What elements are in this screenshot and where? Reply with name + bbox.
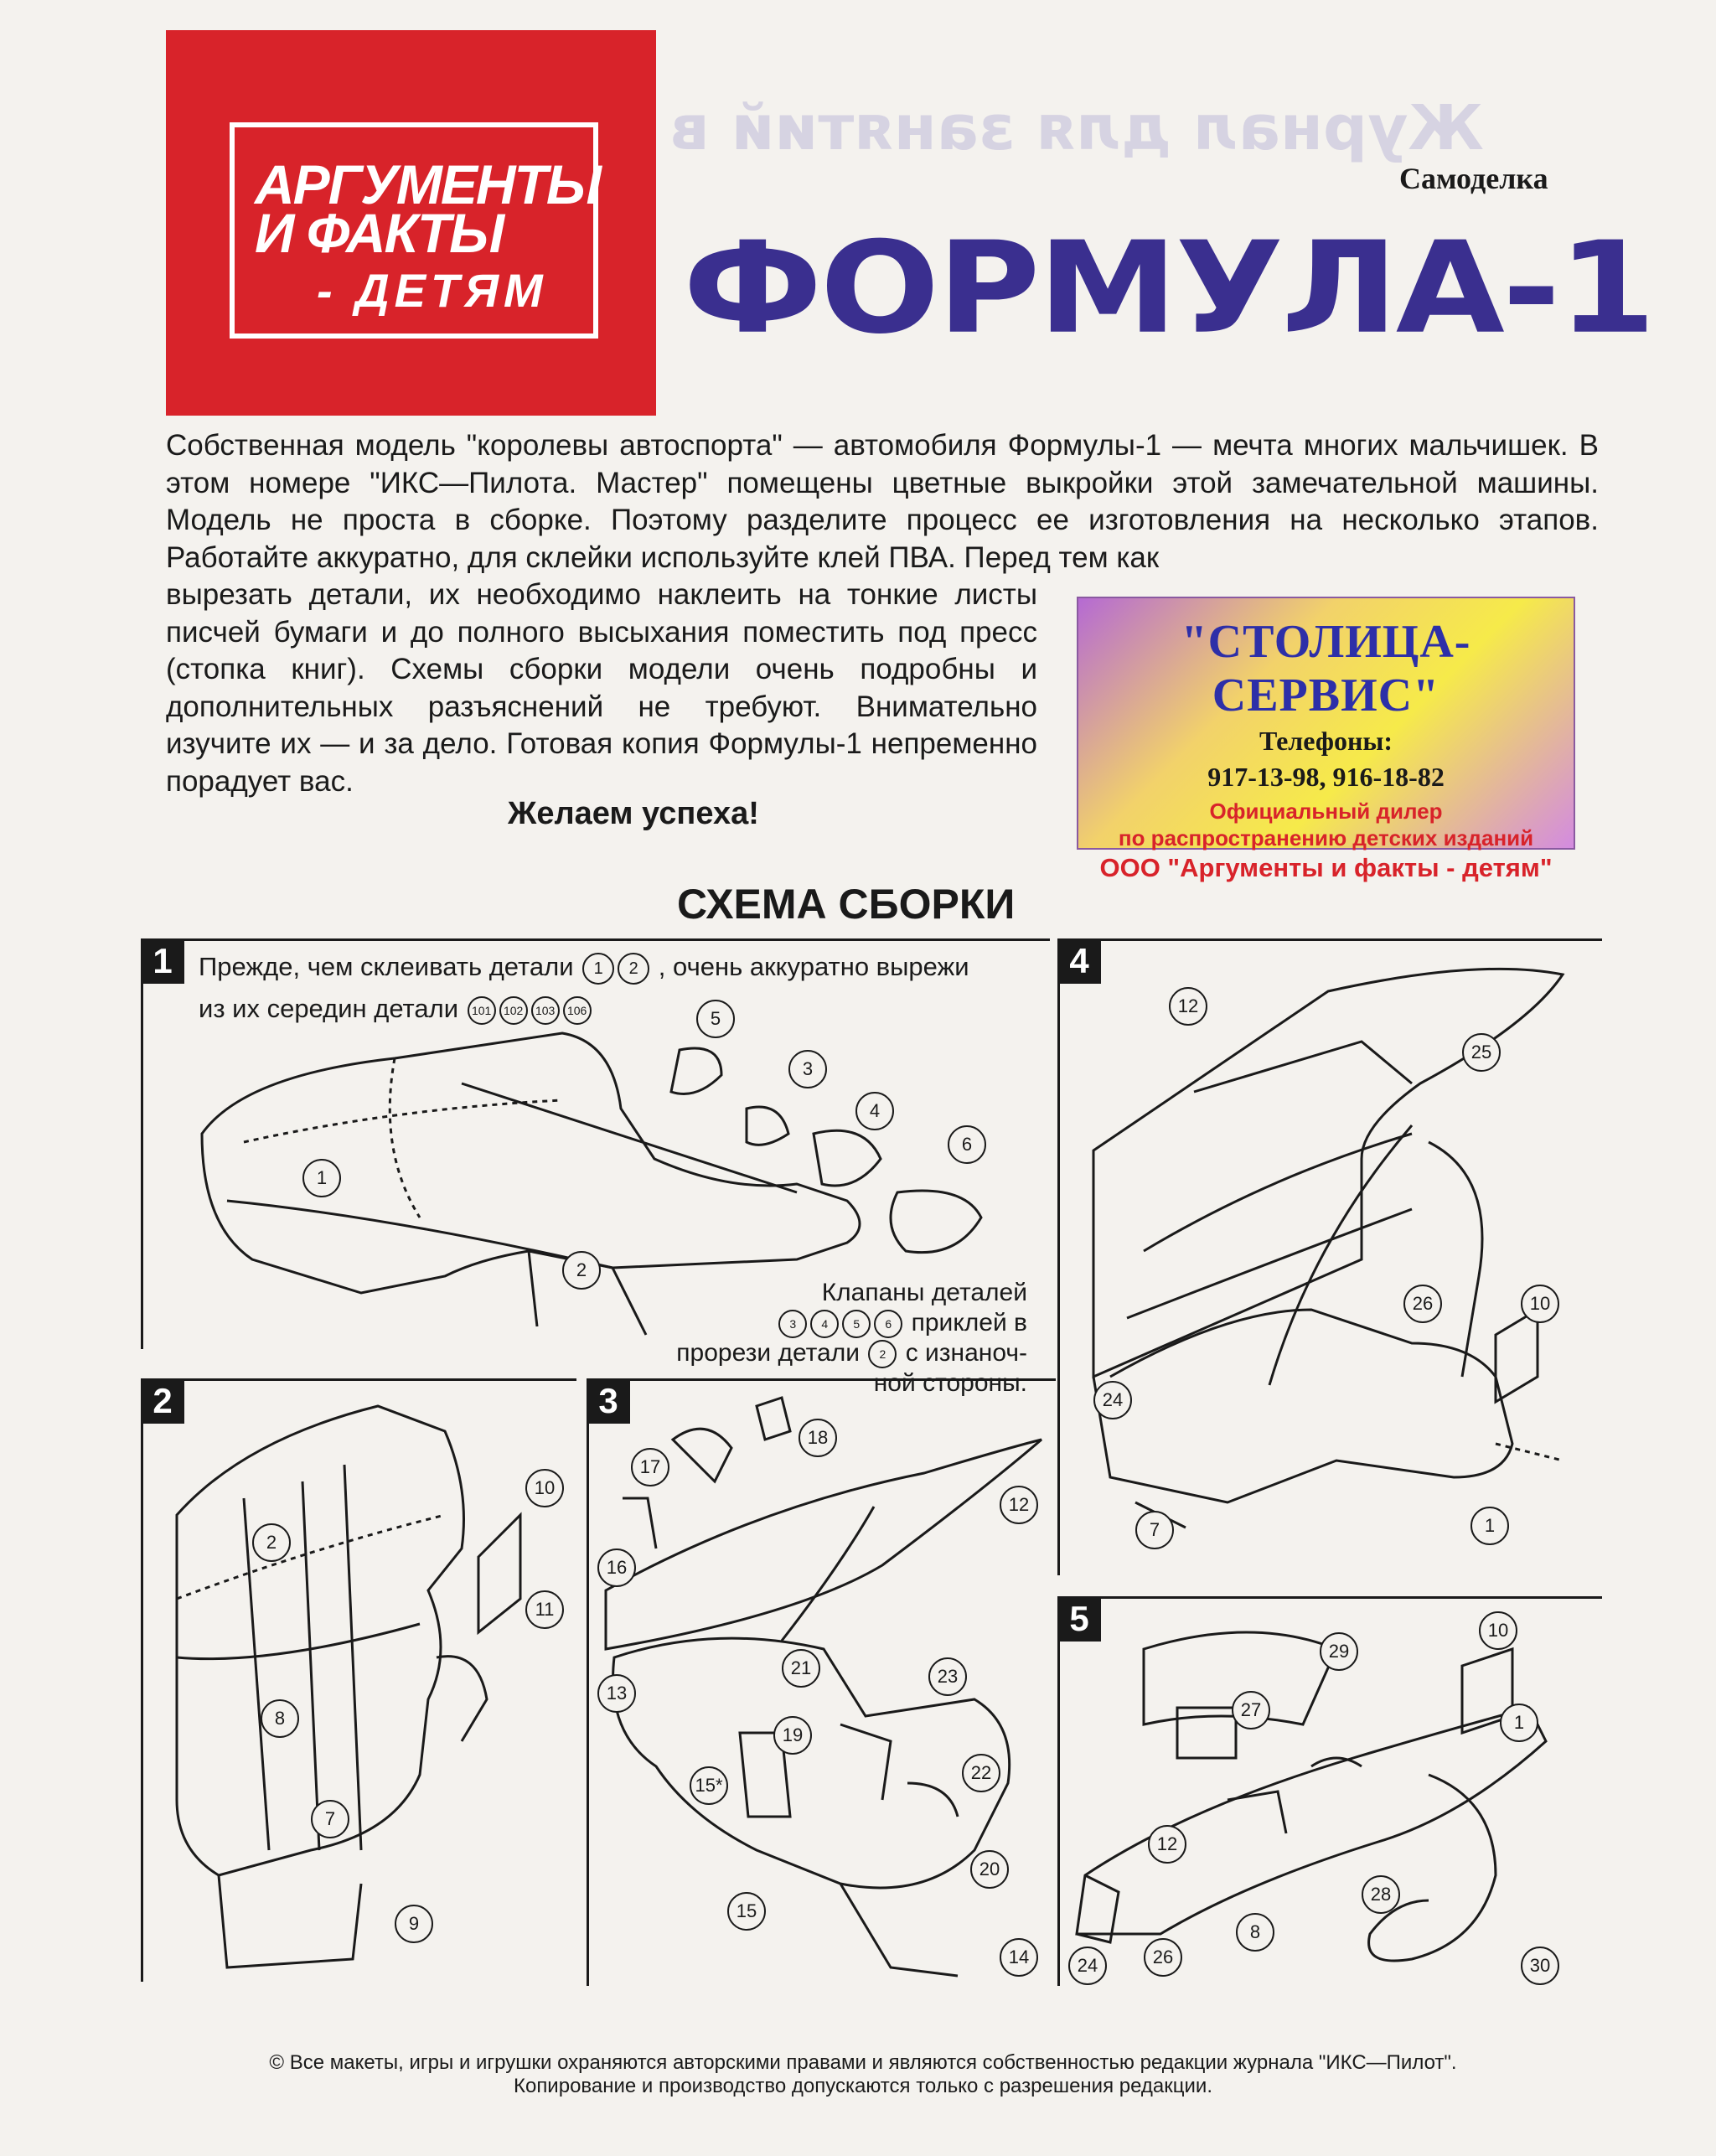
part-ref: 2 (618, 953, 649, 985)
part-label: 15* (690, 1766, 728, 1805)
part-label: 1 (1500, 1704, 1538, 1742)
ad-org: ООО "Аргументы и факты - детям" (1099, 853, 1553, 882)
part-label: 3 (788, 1050, 827, 1088)
part-label: 2 (562, 1251, 601, 1290)
step-2-panel (141, 1378, 576, 1982)
step-1-text-b: , очень аккуратно вырежи (658, 952, 969, 981)
intro-lead: Собственная модель "королевы автоспорта" — автомобиля Формулы-1 — мечта многих мальчишек. В этом номере "ИКС—Пилота. Мастер" помещены цветные выкройки этой замечательной машины. Модель не проста в сборке. Поэтому разделите процесс ее изготовления на несколько этапов. Работайте аккуратно, для склейки используйте клей ПВА. Перед тем как (166, 429, 1599, 574)
part-label: 22 (962, 1754, 1000, 1792)
logo-frame (230, 122, 598, 339)
part-ref: 5 (842, 1310, 871, 1338)
ghost-heading: Журнал для занятий в (670, 92, 1484, 164)
part-label: 4 (855, 1092, 894, 1130)
part-label: 30 (1521, 1947, 1559, 1985)
note-text: Клапаны деталей (821, 1279, 1027, 1306)
step-3-number: 3 (587, 1378, 630, 1424)
step-4-number: 4 (1057, 938, 1101, 984)
part-ref: 106 (563, 996, 592, 1025)
note-text: с изнаноч- (905, 1339, 1027, 1368)
step-5-number: 5 (1057, 1596, 1101, 1642)
part-label: 11 (525, 1590, 564, 1629)
section-tag: Самоделка (1399, 162, 1548, 195)
part-label: 17 (631, 1448, 669, 1486)
part-label: 8 (1236, 1913, 1274, 1952)
part-label: 1 (302, 1159, 341, 1197)
part-label: 14 (1000, 1938, 1038, 1977)
part-ref: 103 (531, 996, 560, 1025)
intro-column: вырезать детали, их необходимо наклеить на тонкие листы писчей бумаги и до полного высыхания поместить под пресс (стопка книг). Схемы сборки модели очень подробны и дополнительных разъяснений не требуют. Внимательно изучите их — и за дело. Готовая копия Формулы-1 непременно порадует вас. (166, 578, 1037, 798)
copyright-note (117, 2051, 1609, 2098)
part-label: 6 (948, 1125, 986, 1164)
part-label: 10 (525, 1469, 564, 1507)
note-text: приклей в (911, 1309, 1027, 1337)
part-label: 2 (252, 1523, 291, 1562)
step-3-panel (587, 1378, 1056, 1986)
step-2-diagram (143, 1381, 579, 1984)
note-text: прорези детали (676, 1339, 860, 1368)
part-label: 16 (597, 1548, 636, 1587)
step-1-text-c: из их середин детали (199, 994, 459, 1023)
part-label: 18 (799, 1419, 837, 1457)
part-label: 7 (311, 1800, 349, 1838)
intro-paragraph (166, 427, 1599, 576)
part-label: 23 (928, 1657, 967, 1696)
step-2-number: 2 (141, 1378, 184, 1424)
part-ref: 2 (868, 1340, 897, 1368)
part-label: 7 (1135, 1511, 1174, 1549)
part-ref: 3 (778, 1310, 807, 1338)
step-5-panel (1057, 1596, 1602, 1986)
part-label: 19 (773, 1716, 812, 1755)
part-label: 28 (1362, 1875, 1400, 1914)
note-text: ной стороны. (873, 1369, 1027, 1398)
part-label: 12 (1148, 1825, 1186, 1864)
part-label: 10 (1521, 1285, 1559, 1323)
part-label: 10 (1479, 1611, 1517, 1650)
closing-wish: Желаем успеха! (508, 796, 759, 831)
ad-line-2: по распространению детских изданий (1118, 825, 1534, 851)
part-ref: 102 (499, 996, 528, 1025)
part-label: 24 (1068, 1947, 1107, 1985)
dealer-ad (1077, 597, 1575, 882)
part-label: 15 (727, 1892, 766, 1931)
step-4-panel (1057, 938, 1602, 1575)
part-label: 12 (1169, 987, 1207, 1026)
part-ref: 6 (874, 1310, 902, 1338)
part-label: 29 (1320, 1632, 1358, 1671)
logo-line-2: И ФАКТЫ (255, 202, 504, 264)
part-label: 8 (261, 1699, 299, 1738)
part-label: 25 (1462, 1033, 1501, 1072)
part-label: 27 (1232, 1691, 1270, 1729)
part-label: 1 (1470, 1507, 1509, 1545)
ad-phones-label: Телефоны: (1259, 726, 1393, 756)
step-4-diagram (1060, 941, 1605, 1578)
part-label: 26 (1403, 1285, 1442, 1323)
part-ref: 1 (582, 953, 614, 985)
part-ref: 4 (810, 1310, 839, 1338)
part-label: 9 (395, 1905, 433, 1943)
step-1-number: 1 (141, 938, 184, 984)
part-label: 24 (1093, 1381, 1132, 1419)
part-label: 5 (696, 1000, 735, 1038)
ad-company: "СТОЛИЦА-СЕРВИС" (1181, 616, 1471, 721)
step-1-panel (141, 938, 1050, 1398)
part-label: 12 (1000, 1486, 1038, 1524)
copyright-line-2: Копирование и производство допускаются только с разрешения редакции. (513, 2075, 1212, 2097)
step-1-text-a: Прежде, чем склеивать детали (199, 952, 574, 981)
part-label: 13 (597, 1674, 636, 1713)
part-label: 26 (1144, 1938, 1182, 1977)
part-ref: 101 (468, 996, 496, 1025)
page-title: ФОРМУЛА-1 (683, 214, 1654, 362)
ad-line-1: Официальный дилер (1209, 799, 1443, 824)
publisher-logo (166, 30, 656, 416)
schema-title: СХЕМА СБОРКИ (677, 881, 1016, 928)
copyright-line-1: © Все макеты, игры и игрушки охраняются авторскими правами и являются собственностью редакции журнала "ИКС—Пилот". (269, 2051, 1457, 2074)
part-label: 21 (782, 1649, 820, 1688)
ad-phones: 917-13-98, 916-18-82 (1207, 762, 1445, 792)
logo-line-1: АРГУМЕНТЫ (255, 153, 600, 215)
logo-line-3: - ДЕТЯМ (317, 264, 548, 317)
part-label: 20 (970, 1850, 1009, 1889)
